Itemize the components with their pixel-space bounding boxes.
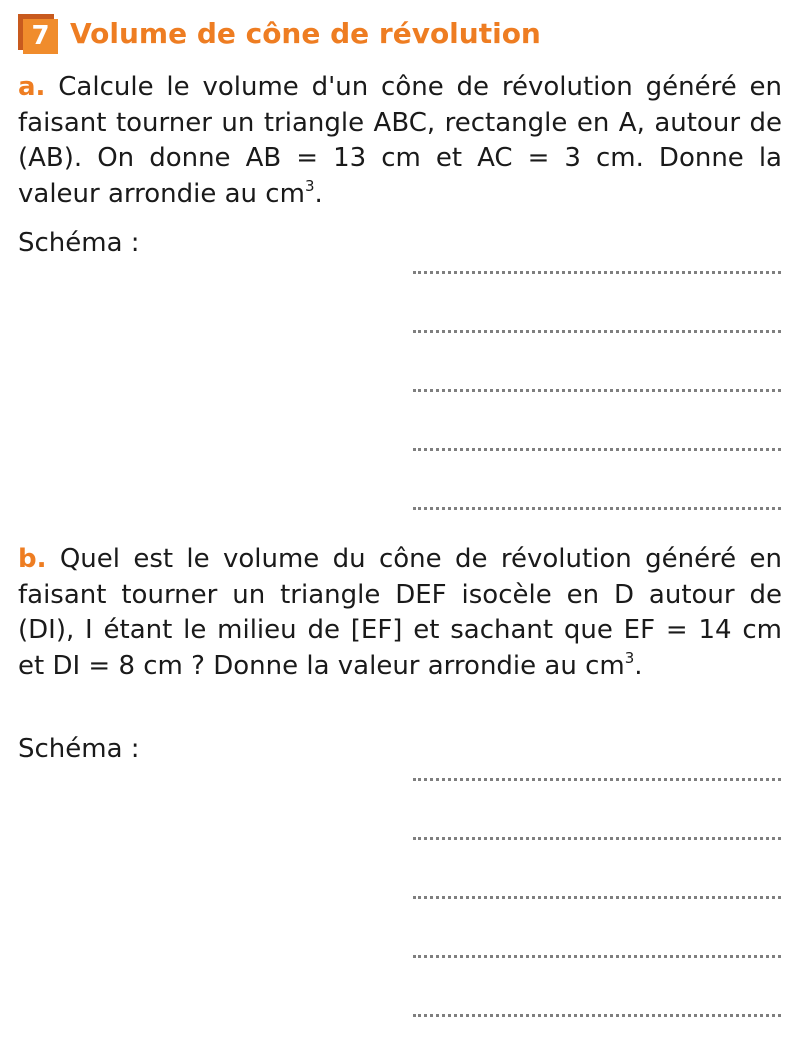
answer-line[interactable]: [413, 448, 781, 451]
part-b-end: .: [634, 650, 643, 681]
exercise-number: 7: [23, 19, 58, 54]
answer-line[interactable]: [413, 330, 781, 333]
part-a-schema-label: Schéma :: [18, 228, 140, 258]
part-b-text: Quel est le volume du cône de révolution généré en faisant tourner un triangle DEF isocèle en D autour de (DI), I étant le milieu de [EF] et sachant que EF = 14 cm et DI = 8 cm ? Donne la valeur arrondie au cm: [18, 544, 782, 681]
answer-line[interactable]: [413, 1014, 781, 1017]
exercise-number-badge: [18, 14, 58, 54]
answer-line[interactable]: [413, 507, 781, 510]
exercise-title: Volume de cône de révolution: [70, 17, 541, 50]
part-a-question: [18, 70, 782, 212]
answer-line[interactable]: [413, 271, 781, 274]
answer-line[interactable]: [413, 837, 781, 840]
part-b-label: b.: [18, 544, 47, 574]
answer-line[interactable]: [413, 955, 781, 958]
answer-line[interactable]: [413, 389, 781, 392]
part-b-question: [18, 542, 782, 684]
answer-line[interactable]: [413, 896, 781, 899]
answer-line[interactable]: [413, 778, 781, 781]
part-a-exponent: 3: [304, 176, 315, 195]
part-a-end: .: [314, 178, 323, 209]
part-a-text: Calcule le volume d'un cône de révolution généré en faisant tourner un triangle ABC, rectangle en A, autour de (AB). On donne AB = 13 cm et AC = 3 cm. Donne la valeur arrondie au cm: [18, 72, 783, 209]
part-a-label: a.: [18, 72, 46, 102]
part-b-exponent: 3: [624, 648, 635, 667]
part-b-schema-label: Schéma :: [18, 734, 140, 764]
